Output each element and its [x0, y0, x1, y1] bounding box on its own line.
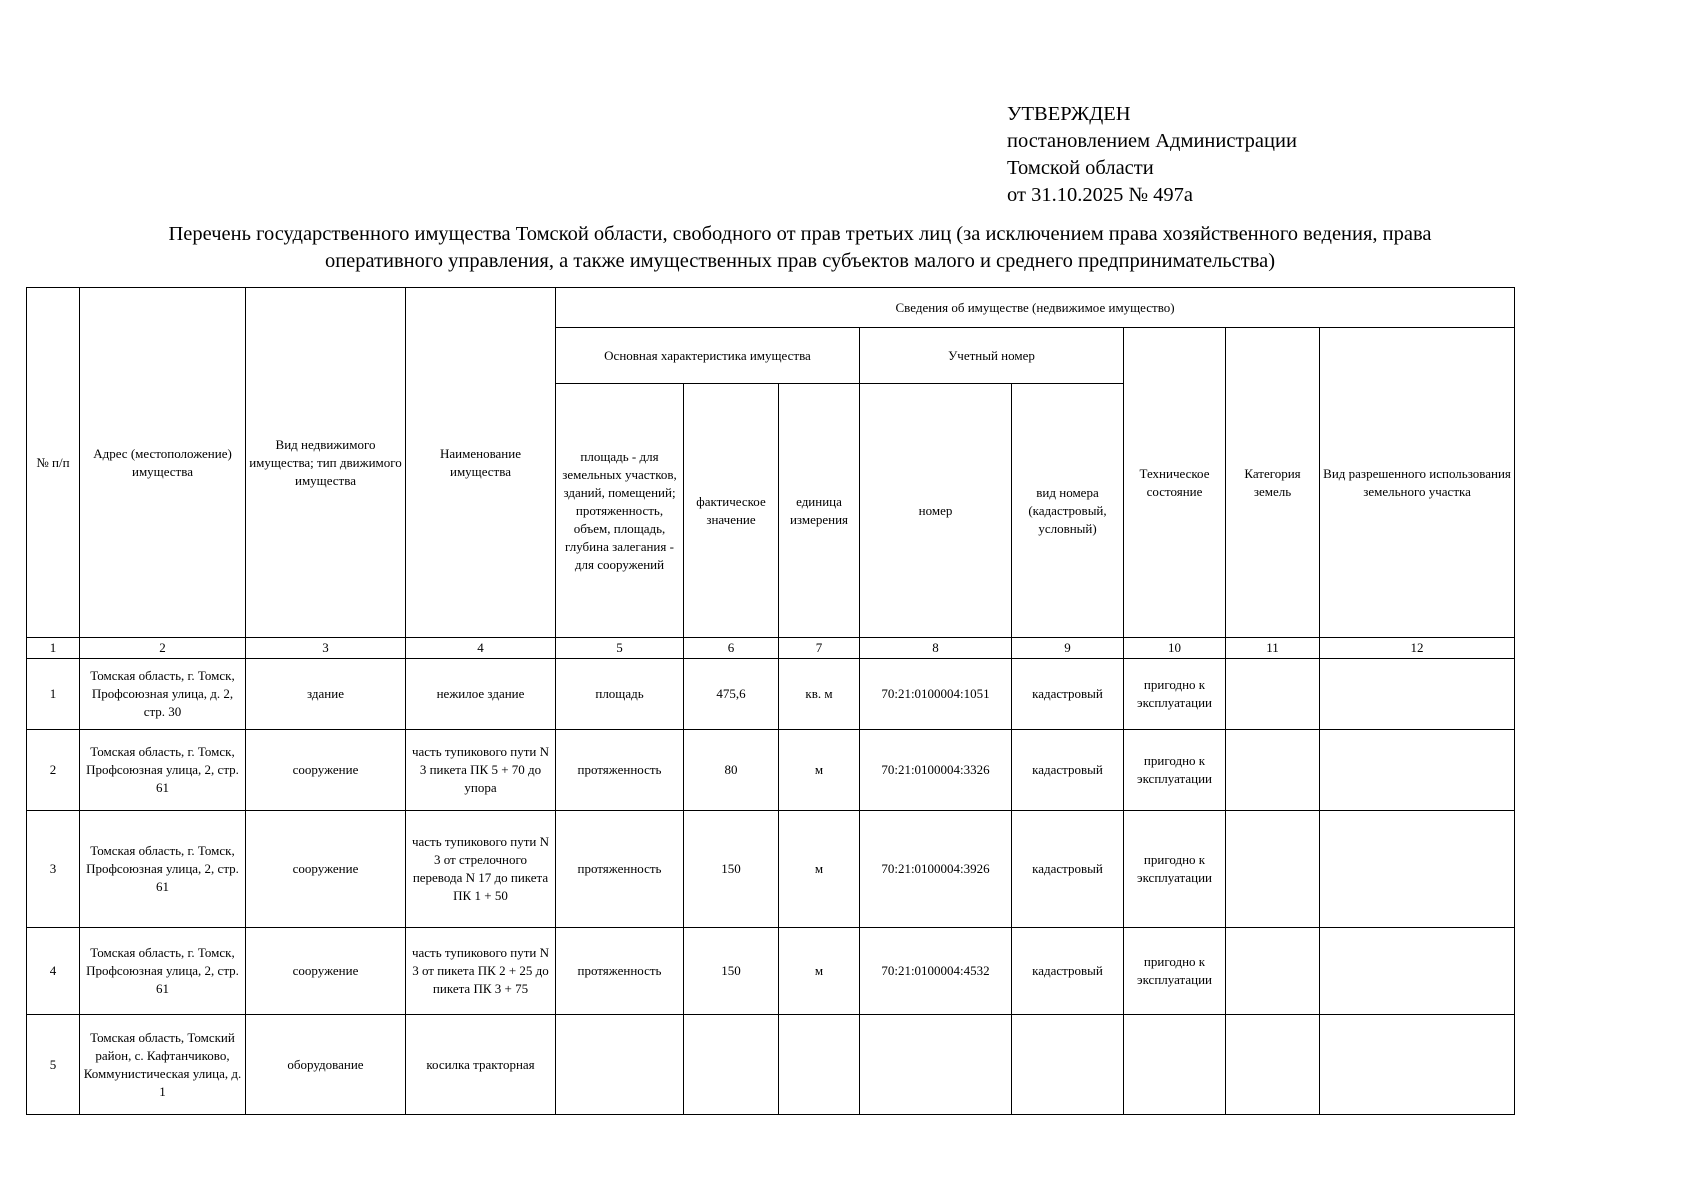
cell-condition: пригодно к эксплуатации [1124, 730, 1226, 811]
cell-address: Томская область, г. Томск, Профсоюзная улица, д. 2, стр. 30 [80, 659, 246, 730]
column-number: 9 [1012, 638, 1124, 659]
column-number: 3 [246, 638, 406, 659]
cell-condition: пригодно к эксплуатации [1124, 928, 1226, 1015]
column-number: 7 [779, 638, 860, 659]
header-permitted-use: Вид разрешенного использования земельного участка [1320, 328, 1515, 638]
header-number-kind: вид номера (кадастровый, условный) [1012, 384, 1124, 638]
approval-line-region: Томской области [1007, 157, 1154, 179]
approval-line-resolution: постановлением Администрации [1007, 130, 1297, 152]
table-row [27, 1015, 1515, 1115]
cell-unit: кв. м [779, 659, 860, 730]
approval-line-date-number: от 31.10.2025 № 497а [1007, 184, 1193, 206]
cell-land-category [1226, 730, 1320, 811]
header-type: Вид недвижимого имущества; тип движимого имущества [246, 288, 406, 638]
cell-characteristic-kind: площадь [556, 659, 684, 730]
cell-num: 1 [27, 659, 80, 730]
cell-condition [1124, 1015, 1226, 1115]
cell-num: 3 [27, 811, 80, 928]
cell-num: 2 [27, 730, 80, 811]
cell-type: сооружение [246, 928, 406, 1015]
column-number: 12 [1320, 638, 1515, 659]
header-technical-condition: Техническое состояние [1124, 328, 1226, 638]
cell-land-category [1226, 1015, 1320, 1115]
column-number: 2 [80, 638, 246, 659]
cell-address: Томская область, Томский район, с. Кафтанчиково, Коммунистическая улица, д. 1 [80, 1015, 246, 1115]
cell-number: 70:21:0100004:3926 [860, 811, 1012, 928]
cell-condition: пригодно к эксплуатации [1124, 811, 1226, 928]
document-title-line-1: Перечень государственного имущества Томской области, свободного от прав третьих лиц (за исключением права хозяйственного ведения, права [168, 223, 1432, 245]
cell-num: 4 [27, 928, 80, 1015]
cell-number: 70:21:0100004:4532 [860, 928, 1012, 1015]
header-characteristic-kind: площадь - для земельных участков, зданий, помещений; протяженность, объем, площадь, глубина залегания - для сооружений [556, 384, 684, 638]
column-number: 8 [860, 638, 1012, 659]
header-number: номер [860, 384, 1012, 638]
cell-type: сооружение [246, 730, 406, 811]
cell-characteristic-kind: протяженность [556, 928, 684, 1015]
property-registry-table [26, 287, 1515, 1115]
column-number: 11 [1226, 638, 1320, 659]
cell-number-kind: кадастровый [1012, 928, 1124, 1015]
cell-number-kind: кадастровый [1012, 659, 1124, 730]
table-row [27, 730, 1515, 811]
cell-number-kind: кадастровый [1012, 811, 1124, 928]
column-number: 4 [406, 638, 556, 659]
cell-unit [779, 1015, 860, 1115]
cell-permitted-use [1320, 730, 1515, 811]
header-num: № п/п [27, 288, 80, 638]
cell-number: 70:21:0100004:1051 [860, 659, 1012, 730]
cell-actual-value: 150 [684, 811, 779, 928]
cell-permitted-use [1320, 811, 1515, 928]
approval-stamp [1007, 101, 1297, 209]
cell-name: часть тупикового пути N 3 от стрелочного перевода N 17 до пикета ПК 1 + 50 [406, 811, 556, 928]
document-title [50, 221, 1550, 275]
cell-type: оборудование [246, 1015, 406, 1115]
cell-name: часть тупикового пути N 3 пикета ПК 5 + 70 до упора [406, 730, 556, 811]
cell-permitted-use [1320, 1015, 1515, 1115]
cell-type: сооружение [246, 811, 406, 928]
cell-number: 70:21:0100004:3326 [860, 730, 1012, 811]
cell-actual-value: 475,6 [684, 659, 779, 730]
header-land-category: Категория земель [1226, 328, 1320, 638]
cell-actual-value: 150 [684, 928, 779, 1015]
cell-address: Томская область, г. Томск, Профсоюзная улица, 2, стр. 61 [80, 928, 246, 1015]
cell-land-category [1226, 811, 1320, 928]
cell-characteristic-kind: протяженность [556, 811, 684, 928]
cell-unit: м [779, 730, 860, 811]
column-number: 1 [27, 638, 80, 659]
cell-permitted-use [1320, 659, 1515, 730]
header-account-number: Учетный номер [860, 328, 1124, 384]
approval-line-approved: УТВЕРЖДЕН [1007, 103, 1131, 125]
cell-number-kind: кадастровый [1012, 730, 1124, 811]
header-main-characteristic: Основная характеристика имущества [556, 328, 860, 384]
cell-unit: м [779, 811, 860, 928]
cell-name: часть тупикового пути N 3 от пикета ПК 2 + 25 до пикета ПК 3 + 75 [406, 928, 556, 1015]
cell-address: Томская область, г. Томск, Профсоюзная улица, 2, стр. 61 [80, 730, 246, 811]
cell-characteristic-kind [556, 1015, 684, 1115]
cell-address: Томская область, г. Томск, Профсоюзная улица, 2, стр. 61 [80, 811, 246, 928]
header-property-info: Сведения об имуществе (недвижимое имущество) [556, 288, 1515, 328]
cell-name: косилка тракторная [406, 1015, 556, 1115]
cell-number [860, 1015, 1012, 1115]
table-row [27, 928, 1515, 1015]
cell-unit: м [779, 928, 860, 1015]
column-number: 6 [684, 638, 779, 659]
header-actual-value: фактическое значение [684, 384, 779, 638]
cell-number-kind [1012, 1015, 1124, 1115]
cell-actual-value: 80 [684, 730, 779, 811]
cell-type: здание [246, 659, 406, 730]
cell-num: 5 [27, 1015, 80, 1115]
header-name: Наименование имущества [406, 288, 556, 638]
column-number-row [27, 638, 1515, 659]
document-title-line-2: оперативного управления, а также имущественных прав субъектов малого и среднего предпринимательства) [324, 250, 1276, 272]
cell-name: нежилое здание [406, 659, 556, 730]
cell-actual-value [684, 1015, 779, 1115]
cell-characteristic-kind: протяженность [556, 730, 684, 811]
column-number: 10 [1124, 638, 1226, 659]
header-address: Адрес (местоположение) имущества [80, 288, 246, 638]
table-row [27, 659, 1515, 730]
cell-land-category [1226, 659, 1320, 730]
table-row [27, 811, 1515, 928]
cell-condition: пригодно к эксплуатации [1124, 659, 1226, 730]
cell-land-category [1226, 928, 1320, 1015]
header-unit: единица измерения [779, 384, 860, 638]
cell-permitted-use [1320, 928, 1515, 1015]
column-number: 5 [556, 638, 684, 659]
